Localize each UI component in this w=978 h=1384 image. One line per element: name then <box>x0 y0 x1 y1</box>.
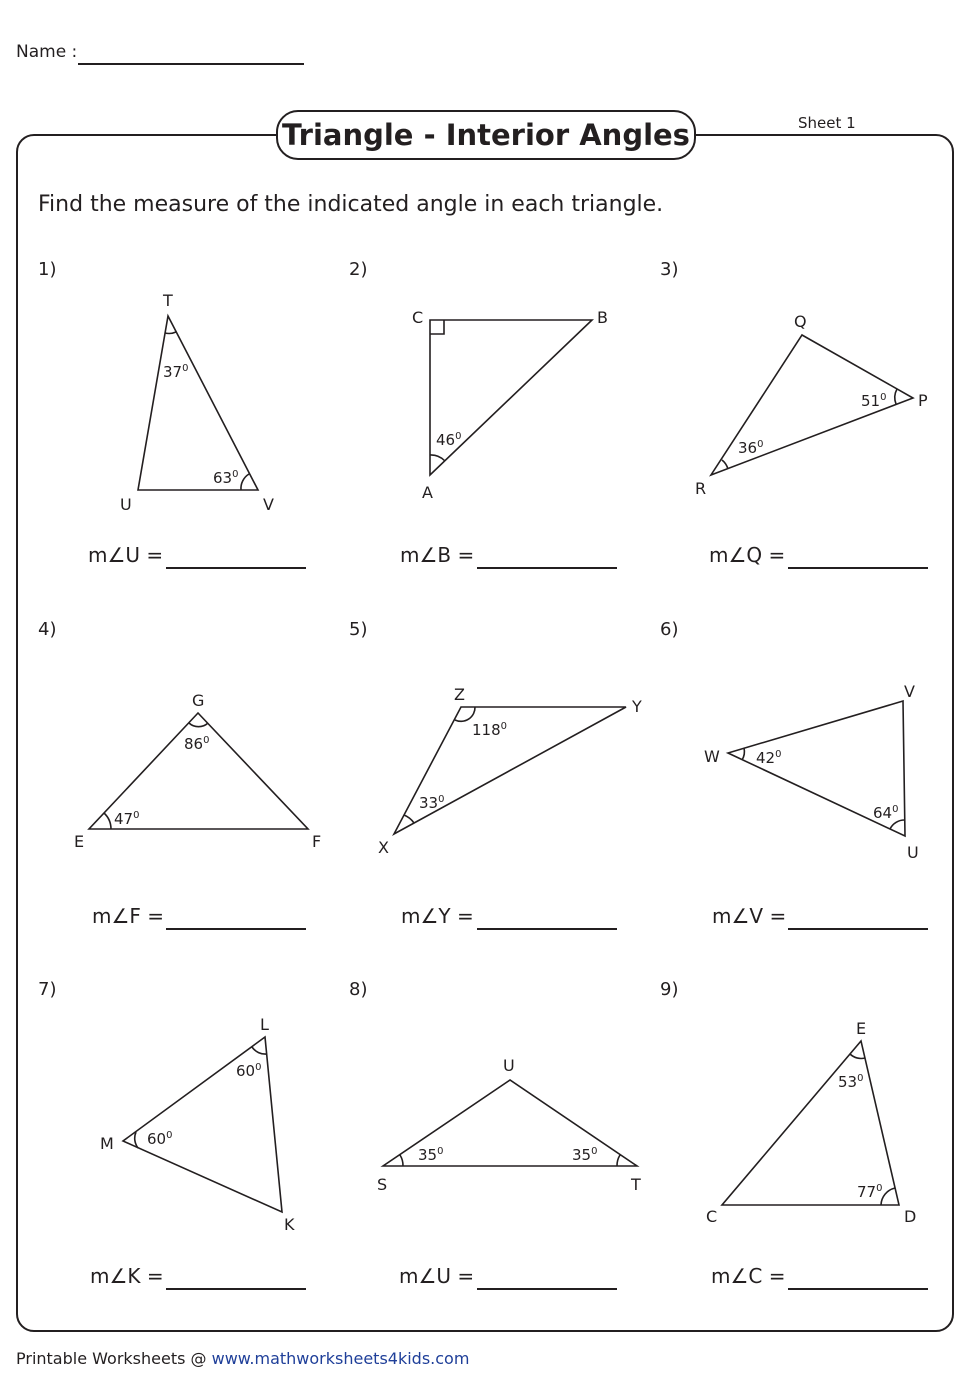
vertex-label: Y <box>632 697 642 716</box>
vertex-label: W <box>704 747 720 766</box>
sheet-label: Sheet 1 <box>798 114 856 132</box>
triangle-5 <box>394 707 626 834</box>
angle-arc <box>895 389 897 404</box>
angle-measure: $37^0$ <box>163 363 189 381</box>
vertex-label: C <box>706 1207 718 1226</box>
angle-arc <box>241 474 249 490</box>
problem-number: 5) <box>349 619 368 640</box>
angle-arc <box>617 1155 620 1166</box>
vertex-label: V <box>904 682 915 701</box>
angle-measure: $46^0$ <box>436 431 462 449</box>
vertex-label: S <box>377 1175 388 1194</box>
vertex-label: B <box>597 308 608 327</box>
vertex-label: G <box>192 691 205 710</box>
angle-measure: $36^0$ <box>738 439 764 457</box>
problem-number: 6) <box>660 619 679 640</box>
problem-number: 4) <box>38 619 57 640</box>
angle-arc <box>742 748 744 760</box>
angle-measure: $64^0$ <box>873 804 899 822</box>
angle-measure: $77^0$ <box>857 1183 883 1201</box>
vertex-label: U <box>120 495 132 514</box>
angle-measure: $35^0$ <box>418 1146 444 1164</box>
vertex-label: T <box>631 1175 641 1194</box>
problem-number: 8) <box>349 979 368 1000</box>
angle-arc <box>252 1047 267 1054</box>
answer-prompt: m∠U = <box>88 543 164 567</box>
angle-measure: $35^0$ <box>572 1146 598 1164</box>
vertex-label: U <box>503 1056 515 1075</box>
answer-prompt: m∠Y = <box>401 904 474 928</box>
angle-arc <box>890 820 905 829</box>
footer <box>16 1349 469 1368</box>
triangle-1 <box>138 316 258 490</box>
answer-prompt: m∠B = <box>400 543 475 567</box>
angle-measure: $63^0$ <box>213 469 239 487</box>
vertex-label: A <box>422 483 433 502</box>
problem-number: 2) <box>349 259 368 280</box>
vertex-label: C <box>412 308 424 327</box>
answer-prompt: m∠F = <box>92 904 165 928</box>
angle-measure: $42^0$ <box>756 749 782 767</box>
answer-prompt: m∠C = <box>711 1264 786 1288</box>
vertex-label: F <box>312 832 322 851</box>
vertex-label: L <box>260 1015 269 1034</box>
angle-arc <box>881 1188 895 1205</box>
triangle-9 <box>722 1041 899 1205</box>
angle-measure: $118^0$ <box>472 721 508 739</box>
instructions: Find the measure of the indicated angle in each triangle. <box>38 192 664 217</box>
vertex-label: V <box>263 495 274 514</box>
answer-prompt: m∠K = <box>90 1264 164 1288</box>
angle-arc <box>400 1155 403 1166</box>
angle-arc <box>850 1054 865 1058</box>
angle-measure: $86^0$ <box>184 735 210 753</box>
vertex-label: D <box>904 1207 917 1226</box>
page-title: Triangle - Interior Angles <box>276 110 696 160</box>
angle-arc <box>404 815 414 823</box>
vertex-label: M <box>100 1134 114 1153</box>
angle-measure: $51^0$ <box>861 392 887 410</box>
problem-number: 3) <box>660 259 679 280</box>
angle-arc <box>430 455 445 461</box>
angle-measure: $60^0$ <box>147 1130 173 1148</box>
vertex-label: P <box>918 391 928 410</box>
vertex-label: Z <box>454 685 465 704</box>
name-label: Name : <box>16 42 78 62</box>
angle-arc <box>189 723 208 727</box>
answer-prompt: m∠Q = <box>709 543 786 567</box>
footer-link[interactable]: www.mathworksheets4kids.com <box>211 1349 470 1368</box>
problem-number: 9) <box>660 979 679 1000</box>
angle-measure: $53^0$ <box>838 1073 864 1091</box>
answer-prompt: m∠U = <box>399 1264 475 1288</box>
problem-number: 7) <box>38 979 57 1000</box>
vertex-label: E <box>74 832 85 851</box>
right-angle-mark <box>430 320 444 334</box>
vertex-label: E <box>856 1019 867 1038</box>
angle-measure: $47^0$ <box>114 810 140 828</box>
answer-prompt: m∠V = <box>712 904 787 928</box>
vertex-label: U <box>907 843 919 862</box>
footer-text: Printable Worksheets @ <box>16 1349 212 1368</box>
angle-measure: $33^0$ <box>419 794 445 812</box>
angle-measure: $60^0$ <box>236 1062 262 1080</box>
vertex-label: R <box>695 479 707 498</box>
problem-number: 1) <box>38 259 57 280</box>
angle-arc <box>722 460 728 469</box>
angle-arc <box>104 813 111 829</box>
vertex-label: K <box>284 1215 295 1234</box>
vertex-label: T <box>163 291 173 310</box>
vertex-label: X <box>378 838 389 857</box>
triangle-2 <box>430 320 592 475</box>
vertex-label: Q <box>794 312 807 331</box>
angle-arc <box>165 332 176 333</box>
